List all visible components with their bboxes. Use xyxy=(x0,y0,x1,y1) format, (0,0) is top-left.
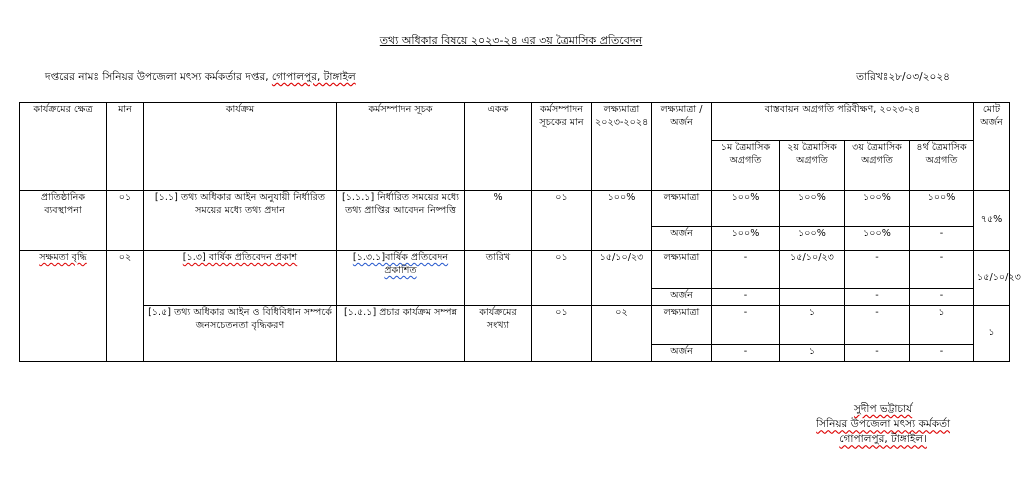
row1-activity: [১.১] তথ্য অধিকার আইন অনুযায়ী নির্ধারিত সময়ের মধ্যে তথ্য প্রদান xyxy=(144,191,337,251)
row3-indicator: [১.৫.১] প্রচার কার্যক্রম সম্পন্ন xyxy=(337,306,465,362)
office-line xyxy=(45,70,356,87)
row2-target-q1: - xyxy=(712,251,780,289)
row2-ach-q2 xyxy=(780,289,845,306)
table-row xyxy=(20,306,1010,345)
row2-ach-q4: - xyxy=(910,289,974,306)
report-title: তথ্য অধিকার বিষয়ে ২০২৩-২৪ এর ৩য় ত্রৈমাসিক প্রতিবেদন xyxy=(379,34,643,47)
row2-target-q4: - xyxy=(910,251,974,289)
row2-ach-q3: - xyxy=(845,289,910,306)
table-row xyxy=(20,191,1010,227)
header-target-achievement: লক্ষ্যমাত্রা /অর্জন xyxy=(652,103,712,191)
row1-unit: % xyxy=(465,191,532,251)
row1-ach-q4: - xyxy=(910,227,974,251)
row2-unit: তারিখ xyxy=(465,251,532,306)
office-name: সিনিয়র উপজেলা মৎস্য কর্মকর্তার দপ্তর, xyxy=(102,71,269,83)
office-label: দপ্তরের নামঃ xyxy=(45,71,99,83)
header-weight: মান xyxy=(107,103,144,191)
header-q4: ৪র্থ ত্রৈমাসিক অগ্রগতি xyxy=(910,141,974,191)
row2-target-q2: ১৫/১০/২৩ xyxy=(780,251,845,289)
row2-target-label: লক্ষ্যমাত্রা xyxy=(652,251,712,289)
row3-target-year: ০২ xyxy=(592,306,652,362)
header-activity: কার্যক্রম xyxy=(144,103,337,191)
table-row xyxy=(20,251,1010,289)
header-total: মোট অর্জন xyxy=(974,103,1010,191)
row1-weight: ০১ xyxy=(107,191,144,251)
row1-area: প্রাতিষ্ঠানিক ব্যবস্থাপনা xyxy=(20,191,107,251)
row1-indicator-weight: ০১ xyxy=(532,191,592,251)
row2-achievement-label: অর্জন xyxy=(652,289,712,306)
row2-area: সক্ষমতা বৃদ্ধি xyxy=(39,252,87,263)
office-place: গোপালপুর, টাঙ্গাইল xyxy=(271,71,356,83)
row3-target-q4: ১ xyxy=(910,306,974,345)
report-table xyxy=(19,102,1021,362)
row1-target-q4: ১০০% xyxy=(910,191,974,227)
row1-ach-q1: ১০০% xyxy=(712,227,780,251)
row3-target-q1: - xyxy=(712,306,780,345)
row2-target-q3: - xyxy=(845,251,910,289)
row3-total: ১ xyxy=(974,306,1010,362)
header-monitoring: বাস্তবায়ন অগ্রগতি পরিবীক্ষণ, ২০২৩-২৪ xyxy=(712,103,974,141)
row2-activity-cell xyxy=(144,251,337,306)
row1-target-q1: ১০০% xyxy=(712,191,780,227)
row2-ach-q1: - xyxy=(712,289,780,306)
header-unit: একক xyxy=(465,103,532,191)
signatory-name: সুদীপ ভট্টাচার্য xyxy=(853,403,913,415)
row3-activity: [১.৫] তথ্য অধিকার আইন ও বিধিবিধান সম্পর্কে জনসচেতনতা বৃদ্ধিকরণ xyxy=(144,306,337,362)
row3-ach-q1: - xyxy=(712,345,780,362)
row2-area-cell xyxy=(20,251,107,362)
row3-unit: কার্যক্রমের সংখ্যা xyxy=(465,306,532,362)
row1-indicator: [১.১.১] নির্ধারিত সময়ের মধ্যে তথ্য প্রাপ্তির আবেদন নিষ্পত্তি xyxy=(337,191,465,251)
row2-activity: [১.৩] বার্ষিক প্রতিবেদন প্রকাশ xyxy=(182,252,298,263)
report-date: তারিখঃ২৮/০৩/২০২৪ xyxy=(856,71,950,83)
row3-ach-q2: ১ xyxy=(780,345,845,362)
row2-indicator-cell xyxy=(337,251,465,306)
header-q3: ৩য় ত্রৈমাসিক অগ্রগতি xyxy=(845,141,910,191)
row2-total: ১৫/১০/২৩ xyxy=(974,251,1010,306)
header-q1: ১ম ত্রৈমাসিক অগ্রগতি xyxy=(712,141,780,191)
row2-indicator-weight: ০১ xyxy=(532,251,592,306)
header-area: কার্যক্রমের ক্ষেত্র xyxy=(20,103,107,191)
row1-total: ৭৫% xyxy=(974,191,1010,251)
signature-block xyxy=(816,402,950,448)
header-indicator: কর্মসম্পাদন সূচক xyxy=(337,103,465,191)
row3-ach-q4: - xyxy=(910,345,974,362)
header-target-year: লক্ষ্যমাত্রা ২০২৩-২০২৪ xyxy=(592,103,652,191)
row1-ach-q3: ১০০% xyxy=(845,227,910,251)
row3-indicator-weight: ০১ xyxy=(532,306,592,362)
row1-target-label: লক্ষ্যমাত্রা xyxy=(652,191,712,227)
row3-achievement-label: অর্জন xyxy=(652,345,712,362)
row1-ach-q2: ১০০% xyxy=(780,227,845,251)
row1-target-year: ১০০% xyxy=(592,191,652,251)
signatory-place: গোপালপুর, টাঙ্গাইল। xyxy=(839,433,927,446)
row3-target-label: লক্ষ্যমাত্রা xyxy=(652,306,712,345)
row2-indicator: [১.৩.১]বার্ষিক প্রতিবেদন প্রকাশিত xyxy=(352,252,449,276)
row1-target-q2: ১০০% xyxy=(780,191,845,227)
signatory-designation: সিনিয়র উপজেলা মৎস্য কর্মকর্তা xyxy=(816,418,950,431)
row1-achievement-label: অর্জন xyxy=(652,227,712,251)
row3-target-q3: - xyxy=(845,306,910,345)
row2-target-year: ১৫/১০/২৩ xyxy=(592,251,652,306)
row2-weight: ০২ xyxy=(107,251,144,362)
header-indicator-weight: কর্মসম্পাদন সূচকের মান xyxy=(532,103,592,191)
row1-target-q3: ১০০% xyxy=(845,191,910,227)
row3-target-q2: ১ xyxy=(780,306,845,345)
header-q2: ২য় ত্রৈমাসিক অগ্রগতি xyxy=(780,141,845,191)
row3-ach-q3: - xyxy=(845,345,910,362)
